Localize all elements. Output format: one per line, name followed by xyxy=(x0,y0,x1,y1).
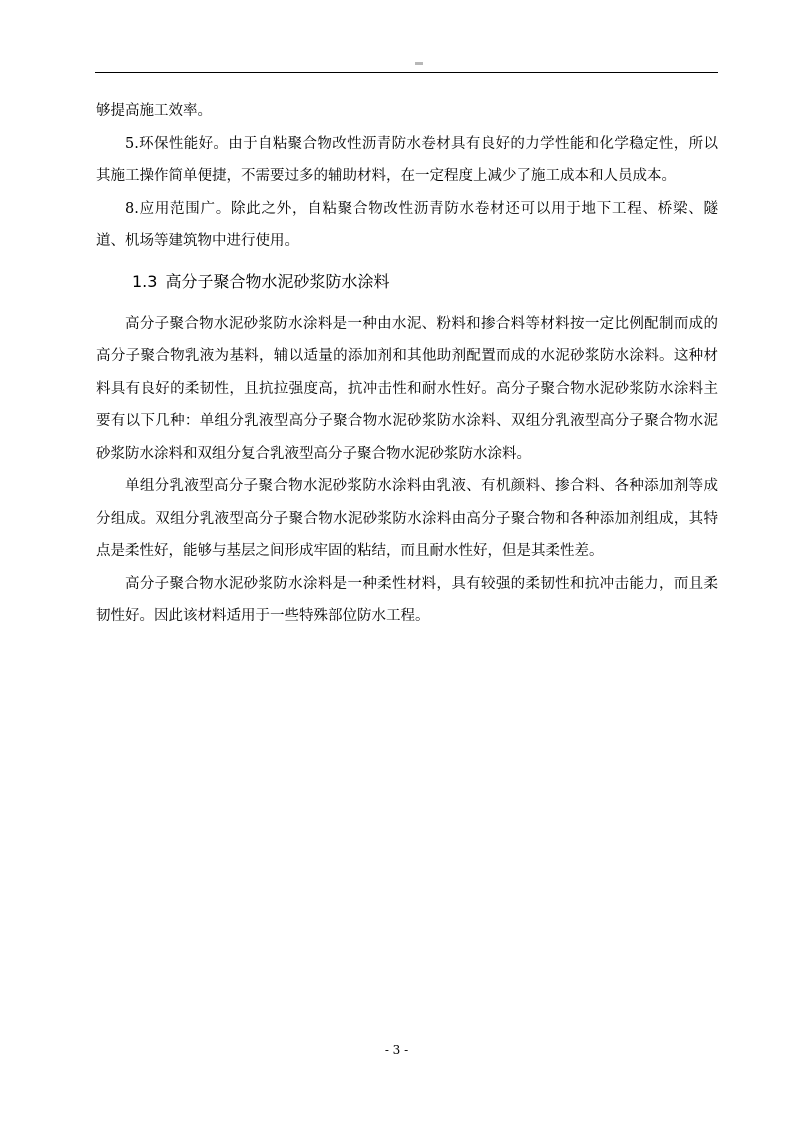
document-body xyxy=(96,95,718,633)
section-heading xyxy=(132,266,718,298)
paragraph-summary: 高分子聚合物水泥砂浆防水涂料是一种柔性材料，具有较强的柔韧性和抗冲击能力，而且柔韧性好。因此该材料适用于一些特殊部位防水工程。 xyxy=(96,575,718,624)
section-title: 高分子聚合物水泥砂浆防水涂料 xyxy=(165,271,390,291)
header-mark xyxy=(415,62,423,65)
paragraph-item-8: 8.应用范围广。除此之外，自粘聚合物改性沥青防水卷材还可以用于地下工程、桥梁、隧道、机场等建筑物中进行使用。 xyxy=(96,200,718,249)
paragraph-intro: 高分子聚合物水泥砂浆防水涂料是一种由水泥、粉料和掺合料等材料按一定比例配制而成的高分子聚合物乳液为基料，辅以适量的添加剂和其他助剂配置而成的水泥砂浆防水涂料。这种材料具有良好的柔韧性，且抗拉强度高，抗冲击性和耐水性好。高分子聚合物水泥砂浆防水涂料主要有以下几种：单组分乳液型高分子聚合物水泥砂浆防水涂料、双组分乳液型高分子聚合物水泥砂浆防水涂料和双组分复合乳液型高分子聚合物水泥砂浆防水涂料。 xyxy=(96,315,718,462)
section-number: 1.3 xyxy=(132,271,158,291)
paragraph-types: 单组分乳液型高分子聚合物水泥砂浆防水涂料由乳液、有机颜料、掺合料、各种添加剂等成分组成。双组分乳液型高分子聚合物水泥砂浆防水涂料由高分子聚合物和各种添加剂组成，其特点是柔性好，能够与基层之间形成牢固的粘结，而且耐水性好，但是其柔性差。 xyxy=(96,478,718,559)
header-rule xyxy=(95,72,718,73)
paragraph-item-5: 5.环保性能好。由于自粘聚合物改性沥青防水卷材具有良好的力学性能和化学稳定性，所以其施工操作简单便捷，不需要过多的辅助材料，在一定程度上减少了施工成本和人员成本。 xyxy=(96,135,718,184)
page-number: - 3 - xyxy=(384,1043,409,1057)
paragraph-continuation: 够提高施工效率。 xyxy=(96,103,212,119)
